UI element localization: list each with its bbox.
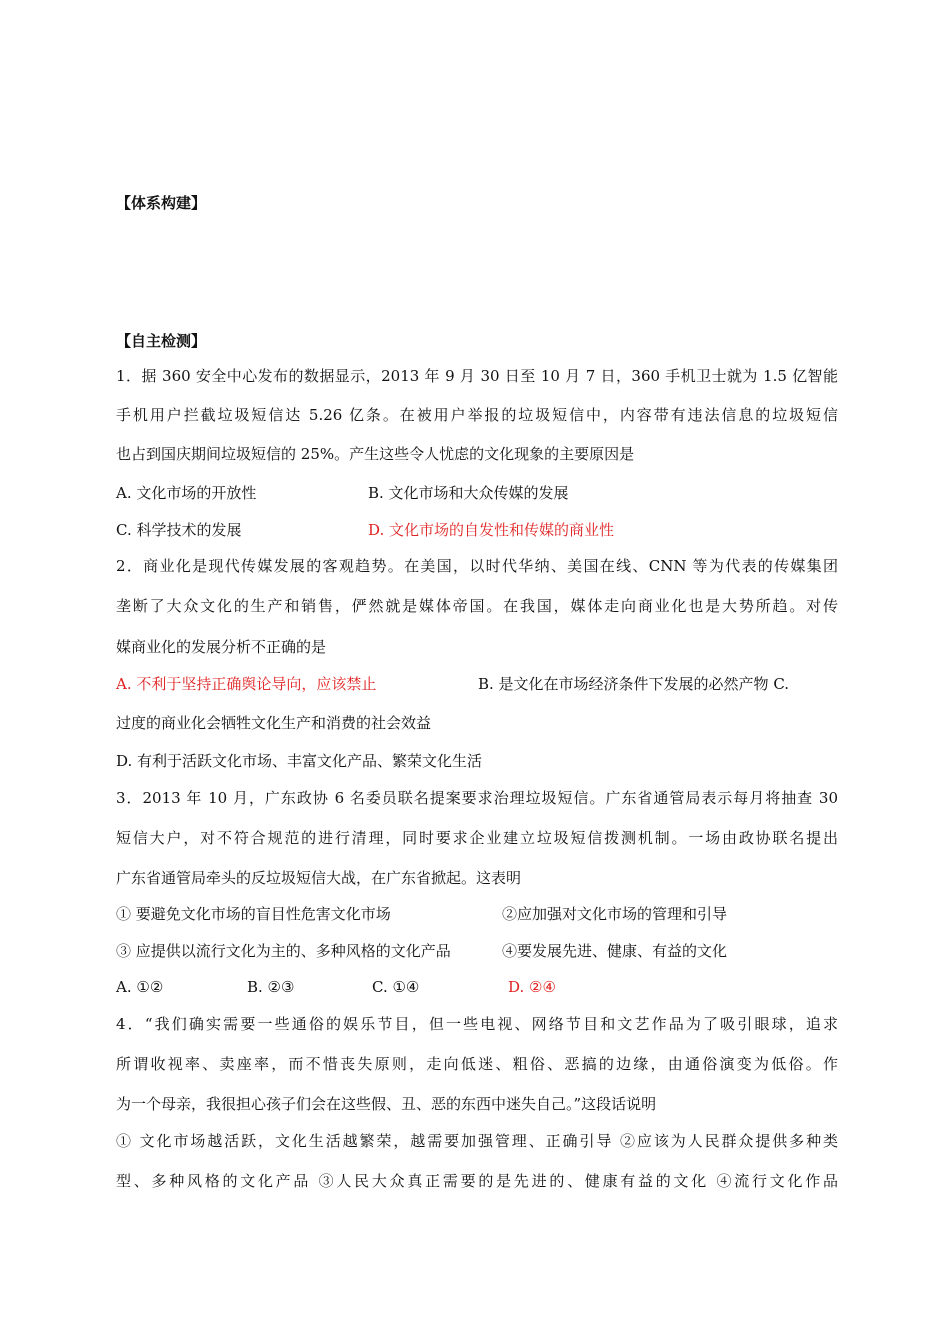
selfcheck-heading: 【自主检测】: [116, 332, 207, 350]
q3-option-a: A. ①②: [116, 978, 164, 996]
q2-stem-line-1: 2．商业化是现代传媒发展的客观趋势。在美国，以时代华纳、美国在线、CNN 等为代表的传媒集团: [116, 557, 838, 575]
q2-option-c: 过度的商业化会牺牲文化生产和消费的社会效益: [116, 714, 432, 732]
q3-option-b: B. ②③: [247, 978, 295, 996]
q1-stem-line-2: 手机用户拦截垃圾短信达 5.26 亿条。在被用户举报的垃圾短信中，内容带有违法信息的垃圾短信: [116, 406, 838, 424]
q2-option-b: B. 是文化在市场经济条件下发展的必然产物 C.: [478, 675, 790, 693]
q4-stem-line-1: 4．“我们确实需要一些通俗的娱乐节目，但一些电视、网络节目和文艺作品为了吸引眼球，追求: [116, 1015, 838, 1033]
q4-stem-line-2: 所谓收视率、卖座率，而不惜丧失原则，走向低迷、粗俗、恶搞的边缘，由通俗演变为低俗。作: [116, 1055, 838, 1073]
q4-items-line-1: ① 文化市场越活跃，文化生活越繁荣，越需要加强管理、正确引导 ②应该为人民群众提供多种类: [116, 1132, 838, 1150]
q3-option-d-answer: D. ②④: [508, 978, 556, 996]
q2-stem-line-3: 媒商业化的发展分析不正确的是: [116, 638, 327, 656]
q1-option-c: C. 科学技术的发展: [116, 521, 242, 539]
q1-option-b: B. 文化市场和大众传媒的发展: [368, 484, 569, 502]
q4-stem-line-3: 为一个母亲，我很担心孩子们会在这些假、丑、恶的东西中迷失自己。”这段话说明: [116, 1095, 657, 1113]
q3-stem-line-2: 短信大户，对不符合规范的进行清理，同时要求企业建立垃圾短信拨测机制。一场由政协联名提出: [116, 829, 838, 847]
q3-stem-line-3: 广东省通管局牵头的反垃圾短信大战，在广东省掀起。这表明: [116, 869, 522, 887]
q3-item-3: ③ 应提供以流行文化为主的、多种风格的文化产品: [116, 942, 451, 960]
q3-item-4: ④要发展先进、健康、有益的文化: [502, 942, 728, 960]
q1-option-d-answer: D. 文化市场的自发性和传媒的商业性: [368, 521, 615, 539]
q2-stem-line-2: 垄断了大众文化的生产和销售，俨然就是媒体帝国。在我国，媒体走向商业化也是大势所趋。对传: [116, 597, 838, 615]
q4-items-line-2: 型、多种风格的文化产品 ③人民大众真正需要的是先进的、健康有益的文化 ④流行文化作品: [116, 1172, 838, 1190]
q2-option-d: D. 有利于活跃文化市场、丰富文化产品、繁荣文化生活: [116, 752, 483, 770]
q3-option-c: C. ①④: [372, 978, 420, 996]
q3-item-2: ②应加强对文化市场的管理和引导: [502, 905, 728, 923]
q3-stem-line-1: 3．2013 年 10 月，广东政协 6 名委员联名提案要求治理垃圾短信。广东省通管局表示每月将抽查 30: [116, 789, 838, 807]
q1-stem-line-3: 也占到国庆期间垃圾短信的 25%。产生这些令人忧虑的文化现象的主要原因是: [116, 445, 635, 463]
q1-option-a: A. 文化市场的开放性: [116, 484, 257, 502]
q3-item-1: ① 要避免文化市场的盲目性危害文化市场: [116, 905, 391, 923]
q1-stem-line-1: 1．据 360 安全中心发布的数据显示，2013 年 9 月 30 日至 10 月 7 日，360 手机卫士就为 1.5 亿智能: [116, 367, 838, 385]
structure-heading: 【体系构建】: [116, 194, 207, 212]
q2-option-a-answer: A. 不利于坚持正确舆论导向，应该禁止: [116, 675, 377, 693]
